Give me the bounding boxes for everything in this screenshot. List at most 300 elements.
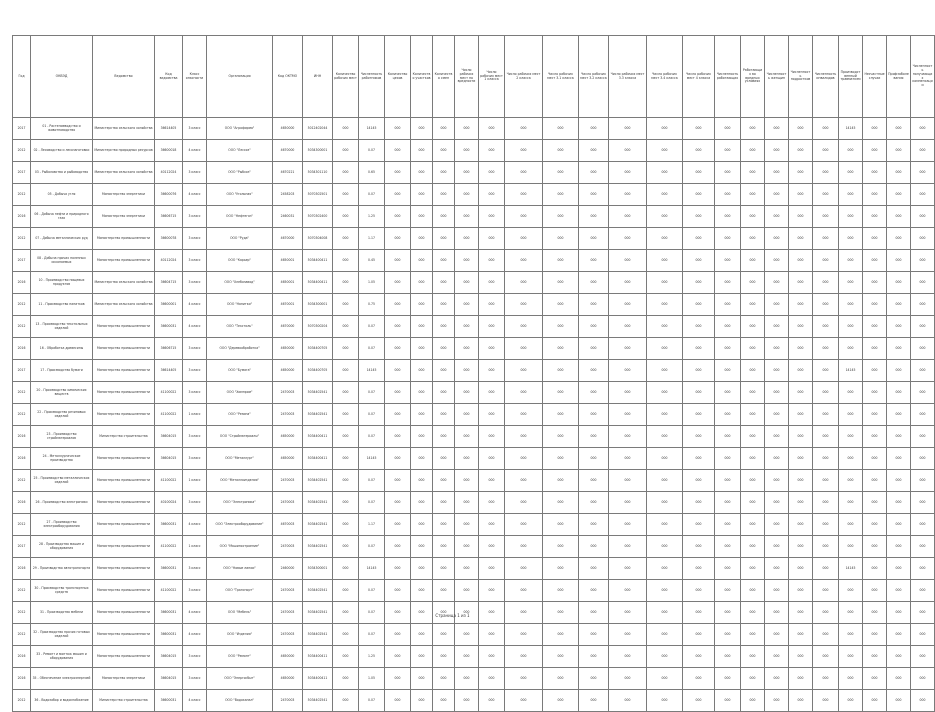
table-cell: 000 <box>579 382 609 404</box>
page-footer: Страница 1 из 1 <box>435 613 470 618</box>
table-cell: 000 <box>579 668 609 690</box>
table-cell: 3 класс <box>183 558 207 580</box>
table-cell: 000 <box>715 184 741 206</box>
table-cell: 0.07 <box>359 140 385 162</box>
table-cell: 2016 <box>13 492 31 514</box>
table-cell: 2012 <box>13 140 31 162</box>
table-cell: 000 <box>433 250 455 272</box>
table-cell: 000 <box>543 118 579 140</box>
table-cell: 000 <box>683 690 715 712</box>
table-cell: 000 <box>789 426 813 448</box>
table-cell: 000 <box>433 404 455 426</box>
table-cell: 000 <box>887 228 911 250</box>
table-cell: 3 класс <box>183 448 207 470</box>
table-cell: 000 <box>433 558 455 580</box>
table-cell: 26 - Производство электроники <box>31 492 93 514</box>
table-cell: 000 <box>333 272 359 294</box>
table-cell: 000 <box>789 272 813 294</box>
table-cell: 000 <box>385 316 411 338</box>
table-cell: 000 <box>333 580 359 602</box>
table-cell: 000 <box>333 668 359 690</box>
table-cell: 000 <box>647 162 683 184</box>
table-cell: 0.07 <box>359 536 385 558</box>
table-cell: 5034400411 <box>303 646 333 668</box>
table-cell: 000 <box>647 250 683 272</box>
table-cell: 22 - Производство резиновых изделий <box>31 404 93 426</box>
table-cell: 000 <box>609 206 647 228</box>
table-cell: 1 класс <box>183 470 207 492</box>
table-cell: 2017 <box>13 118 31 140</box>
table-cell: 000 <box>911 360 935 382</box>
table-cell: 000 <box>385 294 411 316</box>
table-cell: 000 <box>789 250 813 272</box>
table-cell: 000 <box>505 448 543 470</box>
table-cell: ООО "Энергосбыт" <box>207 668 273 690</box>
table-cell: 36600001 <box>155 294 183 316</box>
table-cell: 000 <box>647 316 683 338</box>
table-cell: 000 <box>683 426 715 448</box>
table-cell: 4650000 <box>273 448 303 470</box>
table-cell: 4670003 <box>273 514 303 536</box>
table-cell: 000 <box>863 514 887 536</box>
table-cell: 000 <box>911 272 935 294</box>
table-cell: 5034402541 <box>303 382 333 404</box>
table-cell: 000 <box>609 580 647 602</box>
table-cell: 000 <box>579 690 609 712</box>
table-cell: 5034301110 <box>303 162 333 184</box>
table-cell: 14145 <box>359 558 385 580</box>
table-cell: 3 класс <box>183 668 207 690</box>
column-header: Количество цехов <box>385 36 411 118</box>
table-cell: 000 <box>385 360 411 382</box>
table-cell: 000 <box>813 228 839 250</box>
table-cell: ООО "Текстиль" <box>207 316 273 338</box>
table-cell: 000 <box>887 580 911 602</box>
table-cell: 4650000 <box>273 646 303 668</box>
table-cell: 000 <box>863 118 887 140</box>
table-cell: 000 <box>863 668 887 690</box>
table-cell: 32 - Производство прочих готовых изделий <box>31 624 93 646</box>
table-cell: ООО "Изделия" <box>207 624 273 646</box>
table-cell: 000 <box>863 624 887 646</box>
table-cell: 000 <box>911 316 935 338</box>
table-cell: 000 <box>741 690 765 712</box>
table-cell: 000 <box>333 228 359 250</box>
table-cell: 000 <box>609 558 647 580</box>
table-cell: 000 <box>385 338 411 360</box>
table-cell: 000 <box>683 250 715 272</box>
table-cell: 000 <box>455 536 479 558</box>
table-cell: Министерство промышленности <box>93 558 155 580</box>
table-cell: 000 <box>505 206 543 228</box>
table-cell: 33 - Ремонт и монтаж машин и оборудования <box>31 646 93 668</box>
table-cell: 000 <box>609 426 647 448</box>
table-cell: 000 <box>683 206 715 228</box>
table-cell: 000 <box>863 470 887 492</box>
table-cell: 24 - Металлургическое производство <box>31 448 93 470</box>
table-cell: 000 <box>543 448 579 470</box>
table-cell: 4 класс <box>183 514 207 536</box>
table-cell: 000 <box>911 206 935 228</box>
table-cell: ООО "Ремонт" <box>207 646 273 668</box>
table-row <box>13 272 935 294</box>
table-cell: 3 класс <box>183 118 207 140</box>
table-cell: 000 <box>863 162 887 184</box>
table-cell: 3 класс <box>183 580 207 602</box>
table-cell: ООО "Напитки" <box>207 294 273 316</box>
table-cell: 4 класс <box>183 624 207 646</box>
table-cell: 000 <box>505 118 543 140</box>
table-row <box>13 338 935 360</box>
table-cell: 000 <box>765 360 789 382</box>
table-cell: 000 <box>385 382 411 404</box>
table-cell: 1.05 <box>359 668 385 690</box>
table-cell: 000 <box>579 272 609 294</box>
table-cell: 000 <box>479 580 505 602</box>
table-cell: 000 <box>433 668 455 690</box>
table-cell: 2470003 <box>273 536 303 558</box>
table-cell: 000 <box>887 404 911 426</box>
table-cell: 4650000 <box>273 360 303 382</box>
column-header: Численность женщин <box>765 36 789 118</box>
table-cell: 000 <box>433 602 455 624</box>
table-cell: 000 <box>479 140 505 162</box>
table-cell: 000 <box>911 184 935 206</box>
table-cell: 000 <box>863 360 887 382</box>
table-cell: 000 <box>863 228 887 250</box>
table-cell: 000 <box>863 580 887 602</box>
table-cell: 000 <box>433 184 455 206</box>
table-cell: 000 <box>741 602 765 624</box>
table-cell: 000 <box>455 272 479 294</box>
table-cell: ООО "Транспорт" <box>207 580 273 602</box>
table-cell: 000 <box>333 162 359 184</box>
table-cell: 000 <box>741 228 765 250</box>
table-cell: ООО "Руда" <box>207 228 273 250</box>
table-cell: 000 <box>455 514 479 536</box>
table-cell: 08 - Добыча прочих полезных ископаемых <box>31 250 93 272</box>
table-cell: 000 <box>333 558 359 580</box>
table-cell: 000 <box>433 360 455 382</box>
table-cell: ООО "Карьер" <box>207 250 273 272</box>
table-cell: 000 <box>789 602 813 624</box>
table-cell: 000 <box>789 646 813 668</box>
table-cell: 000 <box>455 250 479 272</box>
table-cell: 000 <box>505 514 543 536</box>
table-cell: Министерство сельского хозяйства <box>93 162 155 184</box>
table-cell: 5034300001 <box>303 294 333 316</box>
table-cell: 36604015 <box>155 646 183 668</box>
table-cell: 000 <box>385 514 411 536</box>
table-cell: 000 <box>543 140 579 162</box>
table-cell: 36614405 <box>155 118 183 140</box>
table-cell: 000 <box>411 602 433 624</box>
table-cell: 000 <box>609 668 647 690</box>
table-cell: 000 <box>715 162 741 184</box>
table-cell: 000 <box>609 690 647 712</box>
table-cell: 2460031 <box>273 206 303 228</box>
table-cell: 000 <box>813 272 839 294</box>
table-cell: 000 <box>715 404 741 426</box>
table-cell: 000 <box>647 228 683 250</box>
table-cell: 000 <box>683 580 715 602</box>
table-cell: 000 <box>765 580 789 602</box>
table-cell: 000 <box>385 272 411 294</box>
table-cell: 2470003 <box>273 470 303 492</box>
table-cell: 000 <box>543 646 579 668</box>
table-cell: 2016 <box>13 426 31 448</box>
table-cell: 000 <box>887 206 911 228</box>
table-cell: 000 <box>839 646 863 668</box>
table-cell: 02 - Лесоводство и лесозаготовки <box>31 140 93 162</box>
table-cell: 000 <box>863 646 887 668</box>
table-cell: 16 - Обработка древесины <box>31 338 93 360</box>
table-cell: 000 <box>813 118 839 140</box>
table-cell: 000 <box>813 470 839 492</box>
table-cell: 1.17 <box>359 228 385 250</box>
table-cell: 000 <box>411 382 433 404</box>
table-cell: 000 <box>741 360 765 382</box>
table-cell: 000 <box>741 448 765 470</box>
table-cell: 000 <box>543 580 579 602</box>
table-cell: 000 <box>863 448 887 470</box>
table-cell: 000 <box>839 690 863 712</box>
table-cell: 000 <box>647 668 683 690</box>
table-cell: 000 <box>433 580 455 602</box>
table-cell: 000 <box>647 470 683 492</box>
table-cell: 36600076 <box>155 184 183 206</box>
table-cell: 000 <box>683 646 715 668</box>
table-cell: 000 <box>505 602 543 624</box>
table-cell: 000 <box>579 162 609 184</box>
table-cell: 2012 <box>13 470 31 492</box>
table-cell: ООО "Рыбхоз" <box>207 162 273 184</box>
table-cell: 000 <box>543 668 579 690</box>
table-cell: 000 <box>647 184 683 206</box>
table-cell: 000 <box>455 624 479 646</box>
table-cell: 000 <box>715 316 741 338</box>
table-cell: 000 <box>579 514 609 536</box>
table-cell: Министерство строительства <box>93 426 155 448</box>
table-cell: 000 <box>741 668 765 690</box>
table-cell: 000 <box>505 140 543 162</box>
table-cell: Министерство промышленности <box>93 624 155 646</box>
table-cell: 000 <box>505 470 543 492</box>
table-cell: 000 <box>813 382 839 404</box>
table-cell: 2012 <box>13 184 31 206</box>
table-cell: 000 <box>433 316 455 338</box>
table-cell: 000 <box>455 228 479 250</box>
table-cell: 1.25 <box>359 206 385 228</box>
table-cell: 000 <box>789 382 813 404</box>
table-cell: 000 <box>789 690 813 712</box>
table-row <box>13 360 935 382</box>
table-row <box>13 250 935 272</box>
column-header: Ведомство <box>93 36 155 118</box>
table-cell: 000 <box>609 470 647 492</box>
table-cell: 3 класс <box>183 162 207 184</box>
table-cell: ООО "Мебель" <box>207 602 273 624</box>
table-cell: 000 <box>887 250 911 272</box>
table-cell: 000 <box>789 294 813 316</box>
table-cell: 2012 <box>13 580 31 602</box>
table-cell: 000 <box>479 118 505 140</box>
table-cell: 2016 <box>13 206 31 228</box>
table-cell: 000 <box>609 382 647 404</box>
table-cell: 000 <box>839 426 863 448</box>
table-cell: 000 <box>385 646 411 668</box>
table-cell: 000 <box>479 690 505 712</box>
table-cell: 000 <box>579 228 609 250</box>
column-header: Численность получающих компенсации <box>911 36 935 118</box>
table-cell: 000 <box>609 294 647 316</box>
table-cell: 000 <box>765 514 789 536</box>
table-cell: 0.07 <box>359 184 385 206</box>
table-cell: 000 <box>741 140 765 162</box>
table-cell: 000 <box>543 206 579 228</box>
table-cell: 000 <box>609 602 647 624</box>
table-cell: 000 <box>765 162 789 184</box>
table-cell: 36600018 <box>155 140 183 162</box>
table-cell: 3 класс <box>183 382 207 404</box>
table-cell: 000 <box>813 668 839 690</box>
table-cell: 000 <box>741 426 765 448</box>
table-cell: 36600031 <box>155 514 183 536</box>
table-cell: 000 <box>433 536 455 558</box>
table-cell: 4 класс <box>183 316 207 338</box>
table-cell: 000 <box>579 602 609 624</box>
table-cell: 000 <box>887 272 911 294</box>
table-cell: 000 <box>505 382 543 404</box>
table-cell: 000 <box>433 690 455 712</box>
table-cell: Министерство промышленности <box>93 646 155 668</box>
table-cell: 000 <box>765 404 789 426</box>
table-cell: 000 <box>683 536 715 558</box>
table-cell: 2016 <box>13 338 31 360</box>
table-cell: 000 <box>385 580 411 602</box>
table-cell: 000 <box>887 690 911 712</box>
table-cell: 000 <box>683 162 715 184</box>
table-cell: 35 - Обеспечение электроэнергией <box>31 668 93 690</box>
table-cell: 2017 <box>13 536 31 558</box>
table-cell: 000 <box>863 140 887 162</box>
table-cell: Министерство энергетики <box>93 668 155 690</box>
table-cell: Министерство промышленности <box>93 404 155 426</box>
table-cell: 000 <box>609 184 647 206</box>
table-cell: 000 <box>789 668 813 690</box>
table-cell: 36600031 <box>155 316 183 338</box>
table-cell: 000 <box>609 360 647 382</box>
table-cell: 2470003 <box>273 580 303 602</box>
table-cell: 000 <box>741 250 765 272</box>
table-cell: 36600031 <box>155 690 183 712</box>
table-cell: 000 <box>839 250 863 272</box>
column-header: ИНН <box>303 36 333 118</box>
table-cell: 29 - Производство автотранспорта <box>31 558 93 580</box>
table-cell: 000 <box>715 536 741 558</box>
table-cell: 000 <box>789 492 813 514</box>
table-cell: 000 <box>479 162 505 184</box>
table-cell: 000 <box>741 316 765 338</box>
table-cell: 000 <box>479 294 505 316</box>
table-cell: 000 <box>333 250 359 272</box>
table-cell: 000 <box>887 624 911 646</box>
table-cell: 000 <box>911 426 935 448</box>
table-cell: 2460000 <box>273 558 303 580</box>
table-cell: 000 <box>505 580 543 602</box>
column-header: Несчастные случаи <box>863 36 887 118</box>
table-cell: 000 <box>911 228 935 250</box>
table-cell: 000 <box>887 536 911 558</box>
table-cell: 000 <box>333 470 359 492</box>
table-cell: 000 <box>765 294 789 316</box>
table-cell: 000 <box>765 338 789 360</box>
column-header: Число рабочих мест 3.4 класса <box>647 36 683 118</box>
table-cell: 000 <box>385 118 411 140</box>
table-cell: ООО "Металлоизделия" <box>207 470 273 492</box>
table-row <box>13 184 935 206</box>
table-cell: 000 <box>479 602 505 624</box>
table-cell: 000 <box>839 602 863 624</box>
table-cell: 000 <box>715 668 741 690</box>
table-cell: Министерство промышленности <box>93 382 155 404</box>
table-cell: 000 <box>765 602 789 624</box>
table-cell: 000 <box>715 360 741 382</box>
table-cell: 000 <box>839 668 863 690</box>
table-cell: 000 <box>741 338 765 360</box>
table-cell: 000 <box>683 118 715 140</box>
table-cell: 000 <box>609 404 647 426</box>
table-cell: 000 <box>505 250 543 272</box>
column-header: Количество смен <box>433 36 455 118</box>
table-cell: 000 <box>333 294 359 316</box>
table-cell: 000 <box>411 624 433 646</box>
table-cell: 000 <box>385 536 411 558</box>
table-cell: ООО "Угольная" <box>207 184 273 206</box>
table-cell: 000 <box>789 448 813 470</box>
table-cell: 000 <box>579 448 609 470</box>
table-cell: 000 <box>579 558 609 580</box>
table-cell: 3 класс <box>183 360 207 382</box>
table-cell: 000 <box>839 140 863 162</box>
table-cell: 000 <box>543 272 579 294</box>
table-cell: 000 <box>333 514 359 536</box>
table-row <box>13 118 935 140</box>
table-cell: 000 <box>647 580 683 602</box>
table-cell: 000 <box>543 316 579 338</box>
table-cell: 07 - Добыча металлических руд <box>31 228 93 250</box>
table-cell: 000 <box>765 426 789 448</box>
table-cell: 36600078 <box>155 228 183 250</box>
table-cell: 000 <box>813 360 839 382</box>
table-cell: 000 <box>839 624 863 646</box>
table-cell: 000 <box>411 206 433 228</box>
table-cell: 000 <box>505 338 543 360</box>
table-cell: 41100022 <box>155 470 183 492</box>
table-cell: 000 <box>505 668 543 690</box>
table-cell: 000 <box>433 228 455 250</box>
table-cell: 40112024 <box>155 250 183 272</box>
table-cell: 000 <box>579 580 609 602</box>
table-cell: 2012 <box>13 382 31 404</box>
table-cell: 000 <box>333 118 359 140</box>
table-cell: 000 <box>647 404 683 426</box>
table-cell: 000 <box>789 558 813 580</box>
table-cell: 000 <box>647 448 683 470</box>
table-cell: 000 <box>647 338 683 360</box>
table-cell: 000 <box>813 316 839 338</box>
table-cell: 000 <box>813 580 839 602</box>
